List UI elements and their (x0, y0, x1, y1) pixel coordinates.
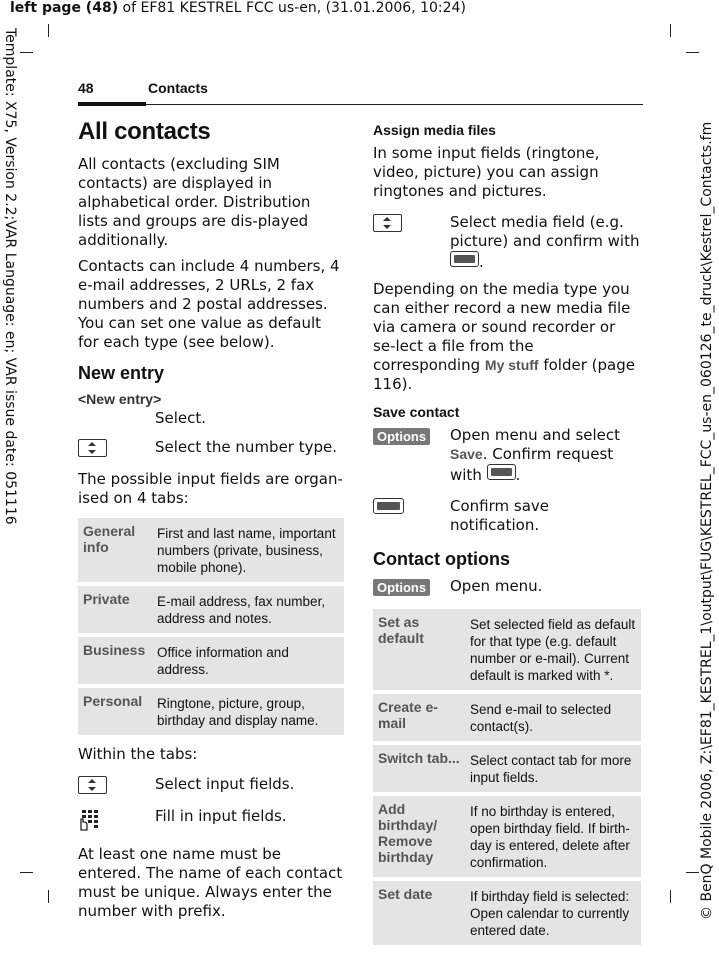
print-header-info: of EF81 KESTREL FCC us-en, (31.01.2006, 10:24) (118, 0, 466, 16)
crop-mark (20, 872, 33, 873)
step-text: Select input fields. (155, 775, 295, 793)
option-name: Switch tab... (373, 745, 465, 792)
step-text: Confirm save notification. (450, 497, 550, 534)
options-table (373, 605, 641, 949)
step-text: Select. (155, 409, 207, 427)
navigation-key-icon (78, 776, 107, 794)
template-side-text (0, 20, 24, 920)
instruction-step (78, 438, 344, 462)
navigation-key-icon (373, 214, 402, 232)
paragraph: At least one name must be entered. The name of each contact must be unique. Always enter the number with prefix. (78, 845, 343, 920)
crop-mark (686, 52, 699, 53)
option-name: Add birthday/ Remove birthday (373, 796, 465, 877)
instruction-step (78, 409, 344, 428)
my-stuff-keyword: My stuff (484, 357, 539, 373)
option-description: Set selected field as default for that type (e.g. default number or e-mail). Current default is marked with *. (465, 609, 641, 690)
crop-mark (686, 872, 699, 873)
subsection-heading: Assign media files (373, 122, 496, 138)
table-row (373, 745, 641, 792)
option-description: Select contact tab for more input fields. (465, 745, 641, 792)
table-row (373, 609, 641, 690)
section-heading: Contact options (373, 549, 510, 569)
crop-mark (670, 890, 671, 903)
print-header (10, 0, 466, 16)
paragraph: In some input fields (ringtone, video, picture) you can assign ringtones and pictures. (373, 144, 600, 200)
soft-key-icon (487, 464, 516, 480)
instruction-step (373, 213, 641, 272)
option-name: Set as default (373, 609, 465, 690)
template-info: Template: X75, Version 2.2;VAR Language: en; VAR issue date: 051116 (2, 28, 18, 525)
instruction-step (373, 577, 641, 597)
soft-key-icon (450, 251, 479, 267)
subsection-heading: Save contact (373, 404, 460, 420)
table-row (78, 637, 344, 684)
tab-description: First and last name, important numbers (private, business, mobile phone). (152, 518, 344, 582)
paragraph: Within the tabs: (78, 745, 198, 763)
running-head: Contacts (148, 80, 208, 96)
save-keyword: Save (450, 446, 483, 462)
print-header-page: left page (48) (10, 0, 119, 16)
tab-name: Private (78, 586, 152, 633)
paragraph (373, 280, 641, 394)
tab-name: Personal (78, 688, 152, 735)
page-title: All contacts (78, 118, 211, 145)
step-text (450, 213, 641, 272)
paragraph-part: Depending on the media type you can either record a new media file via camera or sound recorder or se-lect a file from the corresponding (373, 280, 631, 374)
crop-mark (48, 890, 49, 903)
header-rule-thick (78, 102, 146, 106)
table-row (78, 688, 344, 735)
table-row (373, 881, 641, 945)
tab-description: E-mail address, fax number, address and notes. (152, 586, 344, 633)
tab-name: Business (78, 637, 152, 684)
header-rule (146, 104, 643, 105)
instruction-step (78, 775, 344, 799)
step-text-part: . (479, 253, 484, 271)
table-row (373, 694, 641, 741)
left-column (78, 118, 344, 928)
step-text: Open menu. (450, 577, 543, 595)
option-description: If birthday field is selected: Open calendar to currently entered date. (465, 881, 641, 945)
option-name: Set date (373, 881, 465, 945)
options-soft-key: Options (373, 428, 430, 445)
table-row (78, 586, 344, 633)
step-text: Fill in input fields. (155, 807, 287, 825)
right-column (373, 122, 641, 955)
step-text-part: . Confirm request with (450, 445, 614, 484)
crop-mark (20, 52, 33, 53)
navigation-key-icon (78, 439, 107, 457)
instruction-step (373, 426, 641, 485)
step-text (450, 426, 641, 485)
instruction-step (78, 807, 344, 837)
tab-name: General info (78, 518, 152, 582)
tab-description: Office information and address. (152, 637, 344, 684)
option-description: Send e-mail to selected contact(s). (465, 694, 641, 741)
instruction-step (373, 497, 641, 535)
intro-paragraph: All contacts (excluding SIM contacts) are displayed in alphabetical order. Distribution lists and groups are dis-played additionally. (78, 155, 311, 249)
step-text-part: Select media field (e.g. picture) and confirm with (450, 213, 640, 250)
step-text-part: . (515, 466, 521, 484)
paragraph: The possible input fields are organ-ised on 4 tabs: (78, 470, 343, 507)
table-row (373, 796, 641, 877)
keypad-icon (78, 808, 100, 830)
option-name: Create e-mail (373, 694, 465, 741)
step-text: Select the number type. (155, 438, 338, 456)
step-text-part: Open menu and select (450, 426, 621, 444)
page-number: 48 (78, 80, 94, 96)
copyright-info: © BenQ Mobile 2006, Z:\EF81_KESTREL_1\output\FUG\KESTREL_FCC_us-en_060126_te_druck\Kestrel_Contacts.fm (699, 121, 715, 920)
section-heading: New entry (78, 363, 165, 383)
table-row (78, 518, 344, 582)
soft-key-icon (373, 498, 404, 514)
intro-paragraph: Contacts can include 4 numbers, 4 e-mail addresses, 2 URLs, 2 fax numbers and 2 postal addresses. You can set one value as default for each type (see below). (78, 257, 340, 351)
options-soft-key: Options (373, 579, 430, 596)
new-entry-menu-item: <New entry> (78, 391, 162, 407)
crop-mark (48, 24, 49, 37)
crop-mark (670, 24, 671, 37)
option-description: If no birthday is entered, open birthday field. If birth-day is entered, delete after confirmation. (465, 796, 641, 877)
tab-description: Ringtone, picture, group, birthday and display name. (152, 688, 344, 735)
copyright-side-text (695, 0, 719, 928)
paragraph-part: folder (page 116). (373, 356, 635, 393)
tabs-table (78, 514, 344, 739)
